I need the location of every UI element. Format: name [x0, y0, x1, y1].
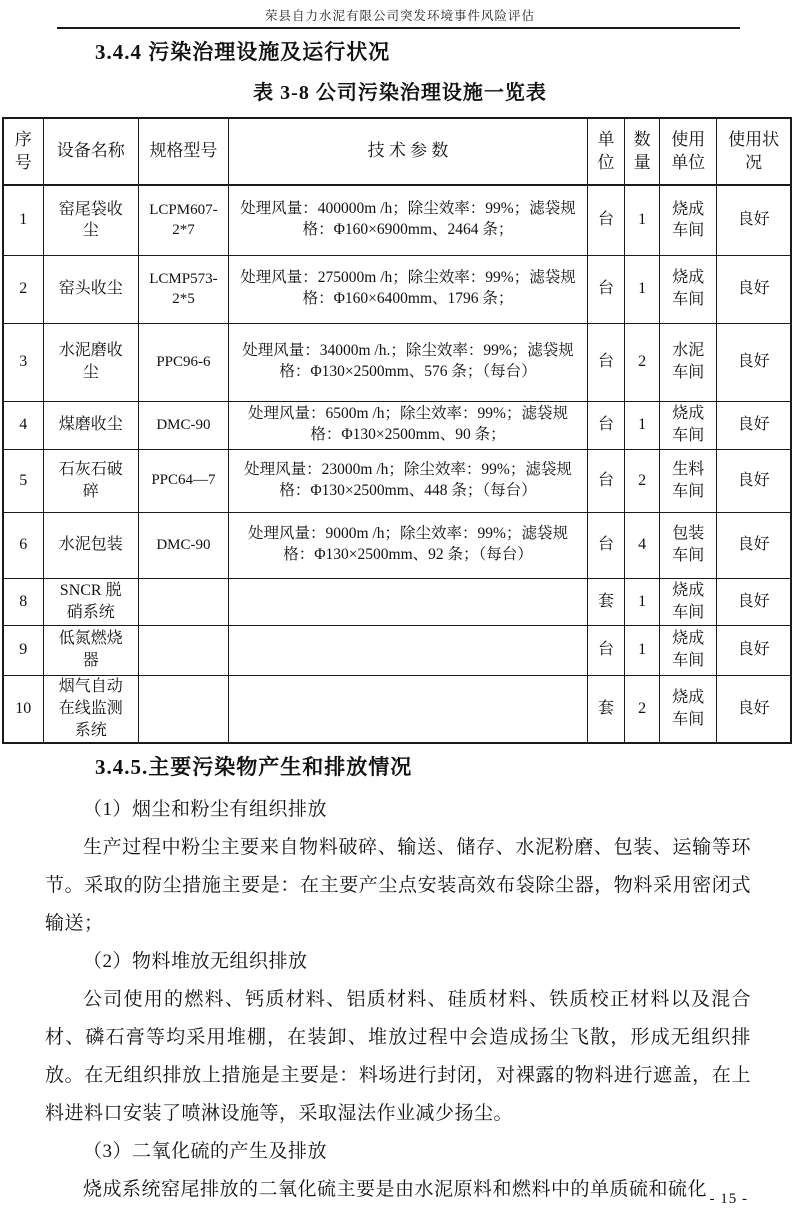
table-cell: 台: [587, 625, 624, 675]
paragraph-item-1: （1）烟尘和粉尘有组织排放: [83, 799, 328, 820]
table-cell: 良好: [717, 512, 791, 578]
table-row: [3, 323, 791, 401]
table-cell: 套: [587, 578, 624, 625]
table-cell: 1: [625, 255, 660, 323]
table-cell: 良好: [717, 185, 791, 255]
table-cell: 4: [3, 401, 43, 449]
table-cell: 处理风量：6500m /h；除尘效率：99%；滤袋规格：Φ130×2500mm、90 条；: [229, 401, 588, 449]
table-cell: [138, 578, 228, 625]
paragraph-dust-unorganized: 公司使用的燃料、钙质材料、铝质材料、硅质材料、铁质校正材料以及混合材、磷石膏等均采用堆棚，在装卸、堆放过程中会造成扬尘飞散，形成无组织排放。在无组织排放上措施是主要是：料场进行封闭，对裸露的物料进行遮盖，在上料进料口安装了喷淋设施等，采取湿法作业减少扬尘。: [45, 989, 751, 1124]
table-cell: 烧成车间: [660, 675, 717, 743]
column-header-model: 规格型号: [138, 118, 228, 185]
table-cell: 台: [587, 449, 624, 512]
table-cell: [138, 675, 228, 743]
table-cell: 8: [3, 578, 43, 625]
table-cell: [229, 675, 588, 743]
table-cell: 烟气自动在线监测系统: [43, 675, 138, 743]
facility-table: [2, 117, 792, 744]
paragraph-so2: 烧成系统窑尾排放的二氧化硫主要是由水泥原料和燃料中的单质硫和硫化: [83, 1179, 708, 1200]
table-cell: 台: [587, 185, 624, 255]
table-cell: [229, 578, 588, 625]
table-cell: 处理风量：400000m /h；除尘效率：99%；滤袋规格：Φ160×6900mm、2464 条；: [229, 185, 588, 255]
table-cell: 低氮燃烧器: [43, 625, 138, 675]
body-text: [0, 791, 800, 1209]
table-cell: 生料车间: [660, 449, 717, 512]
table-row: [3, 401, 791, 449]
table-cell: DMC-90: [138, 512, 228, 578]
table-cell: 窑头收尘: [43, 255, 138, 323]
table-cell: 处理风量：275000m /h；除尘效率：99%；滤袋规格：Φ160×6400mm、1796 条；: [229, 255, 588, 323]
table-cell: 处理风量：34000m /h.；除尘效率：99%；滤袋规格：Φ130×2500mm、576 条；（每台）: [229, 323, 588, 401]
table-cell: PPC64—7: [138, 449, 228, 512]
table-row: [3, 675, 791, 743]
table-row: [3, 578, 791, 625]
table-row: [3, 255, 791, 323]
table-cell: 烧成车间: [660, 625, 717, 675]
table-cell: 良好: [717, 401, 791, 449]
header-rule: [57, 27, 740, 29]
table-cell: 1: [625, 401, 660, 449]
table-cell: 良好: [717, 449, 791, 512]
table-cell: 烧成车间: [660, 185, 717, 255]
table-caption: 表 3-8 公司污染治理设施一览表: [253, 82, 547, 104]
table-cell: 台: [587, 512, 624, 578]
table-cell: 烧成车间: [660, 401, 717, 449]
table-cell: [138, 625, 228, 675]
table-cell: 9: [3, 625, 43, 675]
table-cell: 包装车间: [660, 512, 717, 578]
table-cell: 烧成车间: [660, 255, 717, 323]
table-cell: 良好: [717, 323, 791, 401]
column-header-device: 设备名称: [43, 118, 138, 185]
table-cell: 水泥磨收尘: [43, 323, 138, 401]
table-cell: 石灰石破碎: [43, 449, 138, 512]
column-header-quantity: 数量: [625, 118, 660, 185]
table-cell: SNCR 脱硝系统: [43, 578, 138, 625]
table-cell: 良好: [717, 255, 791, 323]
table-cell: 台: [587, 255, 624, 323]
table-cell: LCPM607-2*7: [138, 185, 228, 255]
table-header-row: [3, 118, 791, 185]
table-cell: 1: [625, 625, 660, 675]
table-cell: 套: [587, 675, 624, 743]
table-cell: 良好: [717, 675, 791, 743]
table-row: [3, 185, 791, 255]
table-cell: 2: [625, 675, 660, 743]
column-header-status: 使用状况: [717, 118, 791, 185]
table-cell: 水泥车间: [660, 323, 717, 401]
table-cell: 台: [587, 323, 624, 401]
section-heading-345: 3.4.5.主要污染物产生和排放情况: [95, 755, 413, 779]
table-cell: 窑尾袋收尘: [43, 185, 138, 255]
table-cell: DMC-90: [138, 401, 228, 449]
table-cell: 处理风量：23000m /h；除尘效率：99%；滤袋规格：Φ130×2500mm、448 条；（每台）: [229, 449, 588, 512]
table-cell: 烧成车间: [660, 578, 717, 625]
table-cell: 水泥包装: [43, 512, 138, 578]
table-cell: 2: [3, 255, 43, 323]
table-cell: LCMP573-2*5: [138, 255, 228, 323]
table-cell: 2: [625, 323, 660, 401]
column-header-unit: 单位: [587, 118, 624, 185]
paragraph-item-2: （2）物料堆放无组织排放: [83, 951, 308, 972]
paragraph-dust-organized: 生产过程中粉尘主要来自物料破碎、输送、储存、水泥粉磨、包装、运输等环节。采取的防尘措施主要是：在主要产尘点安装高效布袋除尘器，物料采用密闭式输送；: [45, 837, 751, 934]
facility-table-body: [3, 185, 791, 743]
table-cell: [229, 625, 588, 675]
table-cell: 2: [625, 449, 660, 512]
running-header: 荣县自力水泥有限公司突发环境事件风险评估: [264, 9, 535, 23]
column-header-index: 序号: [3, 118, 43, 185]
paragraph-item-3: （3）二氧化硫的产生及排放: [83, 1141, 328, 1162]
column-header-using-dept: 使用单位: [660, 118, 717, 185]
table-cell: 煤磨收尘: [43, 401, 138, 449]
column-header-tech-params: 技 术 参 数: [229, 118, 588, 185]
table-cell: 1: [3, 185, 43, 255]
table-cell: 处理风量：9000m /h；除尘效率：99%；滤袋规格：Φ130×2500mm、92 条；（每台）: [229, 512, 588, 578]
table-cell: 4: [625, 512, 660, 578]
table-cell: 1: [625, 578, 660, 625]
table-cell: 5: [3, 449, 43, 512]
page-number: - 15 -: [709, 1191, 748, 1207]
table-cell: 台: [587, 401, 624, 449]
table-cell: 6: [3, 512, 43, 578]
table-cell: 良好: [717, 578, 791, 625]
table-row: [3, 512, 791, 578]
table-row: [3, 625, 791, 675]
table-cell: 良好: [717, 625, 791, 675]
table-cell: 10: [3, 675, 43, 743]
table-cell: 3: [3, 323, 43, 401]
table-cell: 1: [625, 185, 660, 255]
table-cell: PPC96-6: [138, 323, 228, 401]
table-row: [3, 449, 791, 512]
section-heading-344: 3.4.4 污染治理设施及运行状况: [95, 40, 391, 64]
